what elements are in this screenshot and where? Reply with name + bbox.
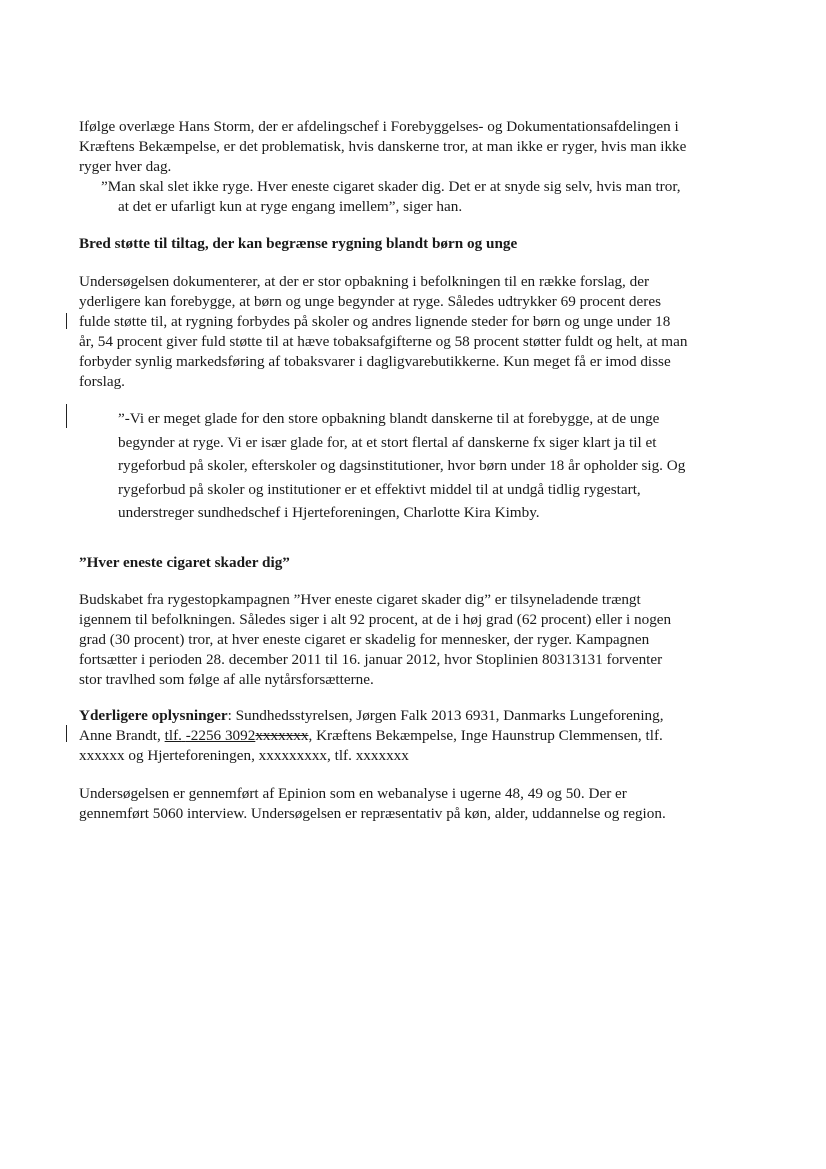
section-heading-campaign: ”Hver eneste cigaret skader dig” [79, 554, 290, 571]
contact-tlf: tlf. [164, 727, 182, 744]
contact-line1: : Sundhedsstyrelsen, Jørgen Falk 2013 6931, Danmarks Lungeforening, [227, 707, 664, 724]
text-line: yderligere kan forebygge, at børn og unge begynder at ryge. Således udtrykker 69 procent deres [79, 293, 661, 310]
text-line: Ifølge overlæge Hans Storm, der er afdelingschef i Forebyggelses- og Dokumentationsafdelingen i [79, 118, 679, 135]
contact-line2-post: , Kræftens Bekæmpelse, Inge Haunstrup Clemmensen, tlf. [308, 727, 663, 744]
text-line: rygeforbud på skoler, efterskoler og dagsinstitutioner, hvor børn under 18 år opholder sig. Og [118, 457, 686, 474]
text-line: xxxxxx og Hjerteforeningen, xxxxxxxxx, tlf. xxxxxxx [79, 747, 409, 764]
section-heading-support: Bred støtte til tiltag, der kan begrænse rygning blandt børn og unge [79, 235, 518, 252]
text-line [79, 726, 749, 746]
text-line: fulde støtte til, at rygning forbydes på skoler og andres lignende steder for børn og unge under 18 [79, 313, 671, 330]
text-line: forslag. [79, 373, 125, 390]
text-line: Undersøgelsen er gennemført af Epinion som en webanalyse i ugerne 48, 49 og 50. Der er [79, 785, 627, 802]
text-line: begynder at ryge. Vi er især glade for, at et stort flertal af danskerne fx siger klart ja til et [118, 433, 657, 451]
text-line: fortsætter i perioden 28. december 2011 til 16. januar 2012, hvor Stoplinien 80313131 forventer [79, 651, 663, 668]
change-bar [66, 725, 67, 742]
text-line: ryger hver dag. [79, 158, 172, 175]
text-line: grad (30 procent) tror, at hver eneste cigaret er skadelig for mennesker, der ryger. Kampagnen [79, 631, 650, 648]
contact-struck: xxxxxxx [255, 727, 309, 744]
storm-quote [101, 177, 771, 217]
method-paragraph [79, 784, 749, 824]
contact-label: Yderligere oplysninger [79, 707, 228, 724]
text-line: år, 54 procent giver fuld støtte til at hæve tobaksafgifterne og 58 procent støtter fuldt og helt, at man [79, 333, 688, 350]
contact-line2-pre: Anne Brandt, [79, 727, 165, 744]
support-paragraph [79, 272, 749, 392]
intro-paragraph [79, 117, 749, 177]
text-line: Undersøgelsen dokumenterer, at der er stor opbakning i befolkningen til en række forslag, der [79, 273, 650, 290]
kimby-quote [118, 407, 718, 525]
campaign-paragraph [79, 590, 749, 690]
contact-phone: -2256 3092 [185, 727, 256, 744]
text-line: understreger sundhedschef i Hjerteforeningen, Charlotte Kira Kimby. [118, 504, 540, 521]
text-line: Budskabet fra rygestopkampagnen ”Hver eneste cigaret skader dig” er tilsyneladende trængt [79, 591, 641, 608]
text-line: igennem til befolkningen. Således siger i alt 92 procent, at de i høj grad (62 procent) eller i nogen [79, 611, 672, 628]
text-line: gennemført 5060 interview. Undersøgelsen er repræsentativ på køn, alder, uddannelse og region. [79, 805, 666, 822]
text-line: ”-Vi er meget glade for den store opbakning blandt danskerne til at forebygge, at de unge [118, 410, 660, 427]
text-line: stor travlhed som følge af alle nytårsforsætterne. [79, 671, 374, 688]
text-line [79, 706, 749, 726]
text-line: rygeforbud på skoler og institutioner er et effektivt middel til at undgå tidlig rygestart, [118, 480, 641, 498]
text-line: ”Man skal slet ikke ryge. Hver eneste cigaret skader dig. Det er at snyde sig selv, hvis man tror, [101, 178, 681, 195]
change-bar [66, 313, 67, 329]
contact-paragraph [79, 706, 749, 766]
text-line: forbyder synlig markedsføring af tobaksvarer i dagligvarebutikkerne. Kun meget få er imod disse [79, 353, 671, 370]
text-line: Kræftens Bekæmpelse, er det problematisk, hvis danskerne tror, at man ikke er ryger, hvis man ikke [79, 138, 687, 155]
text-line: at det er ufarligt kun at ryge engang imellem”, siger han. [118, 198, 463, 215]
change-bar [66, 404, 67, 428]
